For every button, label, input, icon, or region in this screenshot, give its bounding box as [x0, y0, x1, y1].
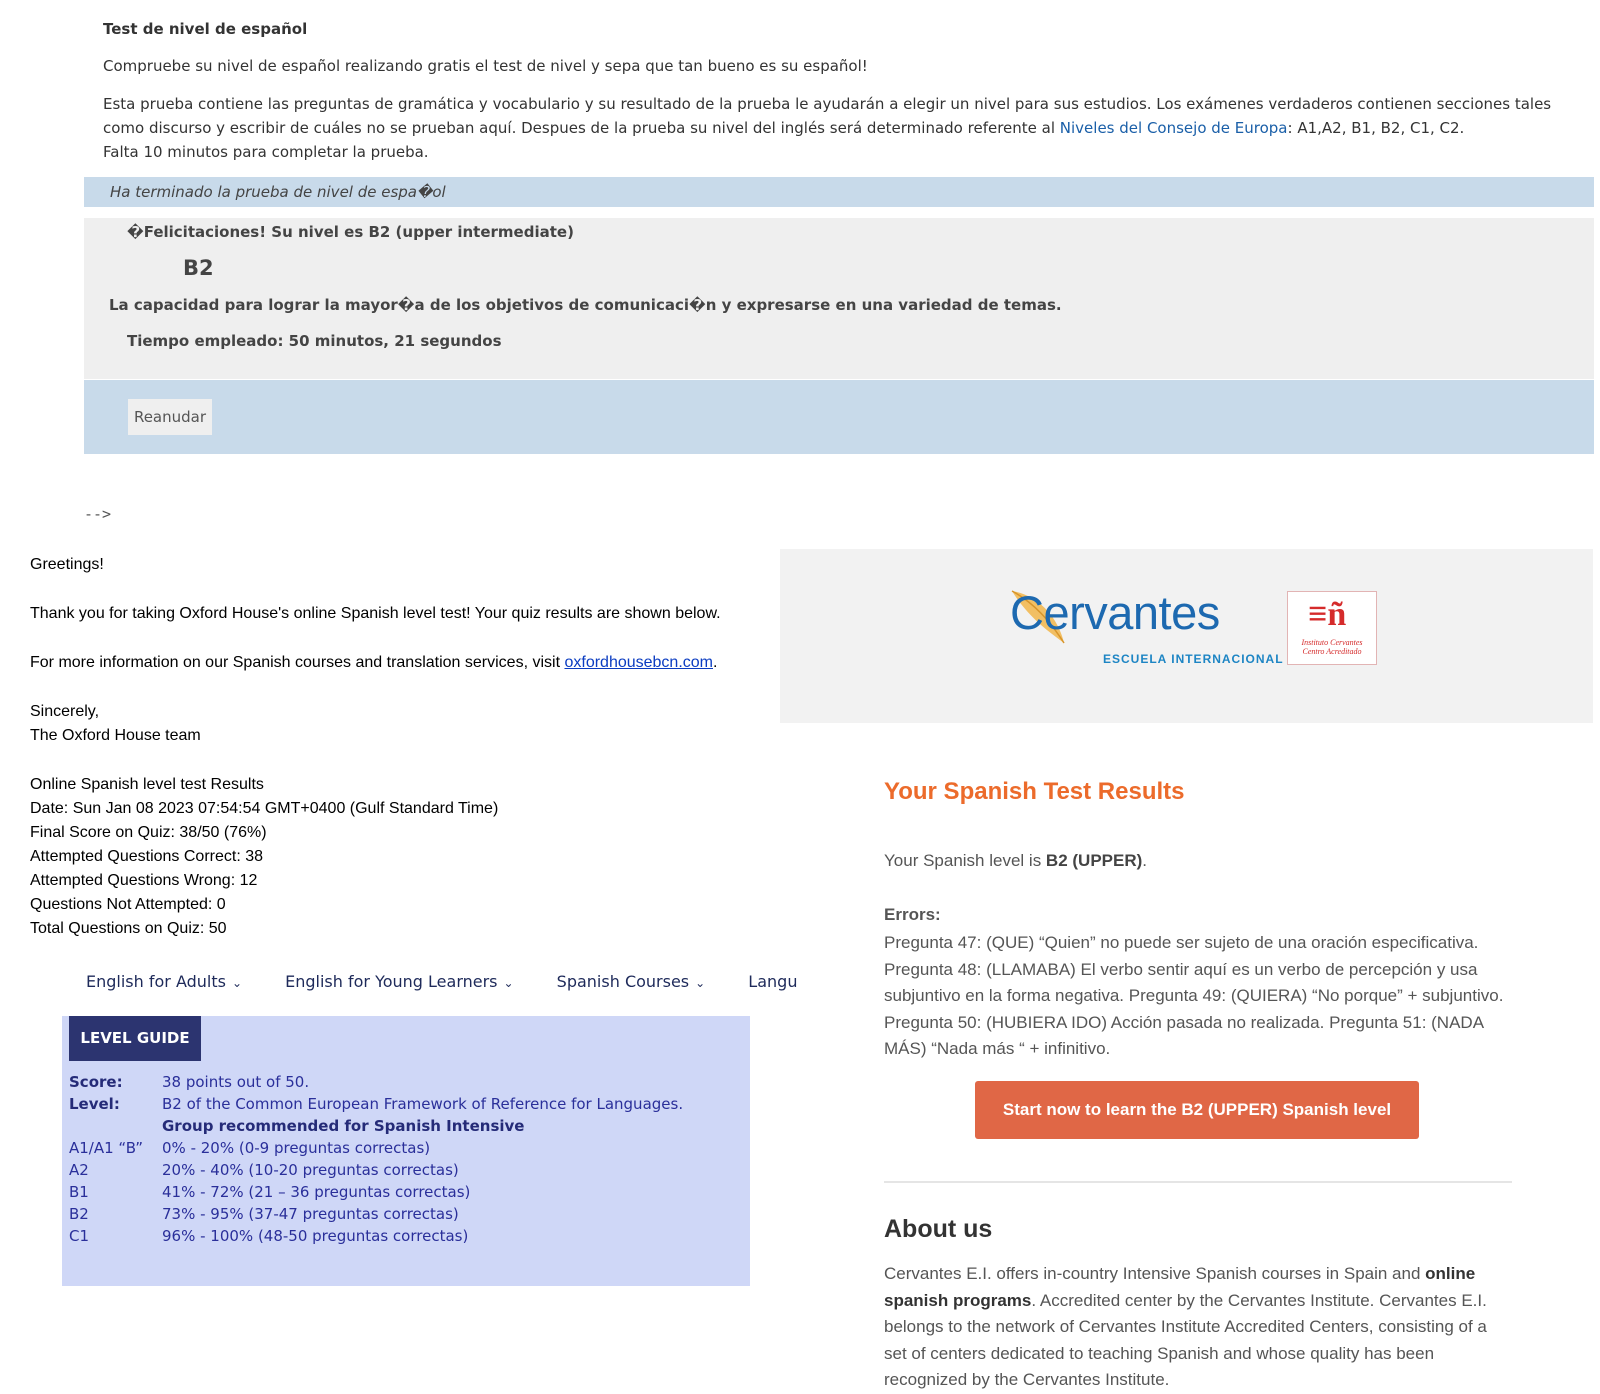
- html-comment-artifact: -->: [84, 505, 112, 523]
- guide-range-level: A2: [69, 1161, 89, 1179]
- guide-range-level: A1/A1 “B”: [69, 1139, 143, 1157]
- about-text-1: Cervantes E.I. offers in-country Intensive Spanish courses in Spain and: [884, 1264, 1426, 1283]
- resume-button[interactable]: Reanudar: [128, 399, 212, 435]
- start-learning-button[interactable]: Start now to learn the B2 (UPPER) Spanish level: [975, 1081, 1419, 1139]
- guide-score-label: Score:: [69, 1073, 123, 1091]
- guide-range-level: B2: [69, 1205, 89, 1223]
- about-text-bold: online spanish programs: [884, 1264, 1476, 1310]
- finished-banner-text: Ha terminado la prueba de nivel de espa�ol: [110, 183, 446, 201]
- results-not-attempted: Questions Not Attempted: 0: [30, 896, 226, 913]
- guide-level-range-row: [69, 1161, 459, 1179]
- guide-level-range-row: [69, 1227, 468, 1245]
- finished-banner: [84, 177, 1594, 207]
- chevron-down-icon: ⌄: [231, 976, 243, 990]
- errors-heading: Errors:: [884, 905, 941, 924]
- level-line-period: .: [1142, 851, 1148, 870]
- about-text-2: . Accredited center by the Cervantes Institute. Cervantes E.I. belongs to the network of Cervantes Institute Accredited Centers, consisting of a set of centers dedicated to teaching Spanish and whose quality has been recognized by the Cervantes Institute.: [884, 1290, 1487, 1389]
- time-limit-text: Falta 10 minutos para completar la prueba.: [103, 143, 429, 161]
- nav-spanish-courses-label: Spanish Courses: [556, 972, 690, 991]
- results-heading: Online Spanish level test Results: [30, 776, 264, 793]
- results-title: Your Spanish Test Results: [884, 778, 1185, 805]
- level-line-value: B2 (UPPER): [1045, 851, 1143, 870]
- guide-range-value: 0% - 20% (0-9 preguntas correctas): [162, 1139, 431, 1157]
- nav-english-adults-label: English for Adults: [86, 972, 226, 991]
- guide-level-value: B2 of the Common European Framework of Reference for Languages.: [162, 1095, 684, 1113]
- congrats-text: �Felicitaciones! Su nivel es B2 (upper intermediate): [127, 223, 574, 241]
- guide-group-recommended: Group recommended for Spanish Intensive: [162, 1117, 525, 1135]
- email-greeting: Greetings!: [30, 556, 104, 573]
- results-final-score: Final Score on Quiz: 38/50 (76%): [30, 824, 267, 841]
- results-date: Date: Sun Jan 08 2023 07:54:54 GMT+0400 (Gulf Standard Time): [30, 800, 499, 817]
- guide-range-value: 73% - 95% (37-47 preguntas correctas): [162, 1205, 459, 1223]
- time-used: Tiempo empleado: 50 minutos, 21 segundos: [127, 332, 502, 350]
- guide-score-row: [69, 1073, 309, 1091]
- chevron-down-icon: ⌄: [503, 976, 514, 990]
- errors-list: Pregunta 47: (QUE) “Quien” no puede ser sujeto de una oración especificativa. Pregunta 48: (LLAMABA) El verbo sentir aquí es un verbo de percepción y usa subjuntivo en la forma negativa. Pregunta 49: (QUIERA) “No porque” + subjuntivo. Pregunta 50: (HUBIERA IDO) Acción pasada no realizada. Pregunta 51: (NADA MÁS) “Nada más “ + infinitivo.: [884, 933, 1504, 1058]
- guide-level-range-row: [69, 1183, 470, 1201]
- email-signature: The Oxford House team: [30, 727, 201, 744]
- test-description: [103, 92, 1553, 164]
- test-description-levels: : A1,A2, B1, B2, C1, C2.: [1287, 119, 1465, 137]
- nav-spanish-courses[interactable]: [557, 972, 706, 991]
- oxford-house-link[interactable]: oxfordhousebcn.com: [564, 654, 713, 671]
- section-divider: [884, 1181, 1512, 1183]
- guide-range-value: 20% - 40% (10-20 preguntas correctas): [162, 1161, 459, 1179]
- more-info-period: .: [713, 654, 718, 671]
- seal-caption: Instituto Cervantes Centro Acreditado: [1301, 638, 1363, 656]
- results-total: Total Questions on Quiz: 50: [30, 920, 227, 937]
- guide-level-row: [69, 1095, 683, 1113]
- about-heading: About us: [884, 1215, 993, 1243]
- level-guide-tab: LEVEL GUIDE: [69, 1016, 201, 1061]
- guide-score-value: 38 points out of 50.: [162, 1073, 310, 1091]
- site-nav: [62, 972, 798, 1006]
- guide-level-label: Level:: [69, 1095, 120, 1113]
- more-info-text: For more information on our Spanish courses and translation services, visit: [30, 654, 565, 671]
- guide-level-range-row: [69, 1139, 430, 1157]
- results-wrong: Attempted Questions Wrong: 12: [30, 872, 258, 889]
- email-sign-off: Sincerely,: [30, 703, 100, 720]
- nav-languages-label: Langu: [748, 972, 798, 991]
- nav-languages[interactable]: [748, 972, 797, 991]
- instituto-cervantes-seal-icon: [1287, 591, 1377, 665]
- test-description-text: Esta prueba contiene las preguntas de gramática y vocabulario y su resultado de la prueba le ayudarán a elegir un nivel para sus estudios. Los exámenes verdaderos contienen secciones tales como discurso y escribir de cuáles no se prueban aquí. Despues de la prueba su nivel del inglés será determinado referente al: [103, 95, 1552, 137]
- level-description: La capacidad para lograr la mayor�a de los objetivos de comunicaci�n y expresarse en una variedad de temas.: [109, 296, 1062, 314]
- level-result: B2: [183, 256, 214, 280]
- guide-range-level: C1: [69, 1227, 90, 1245]
- nav-young-learners-label: English for Young Learners: [285, 972, 498, 991]
- guide-range-value: 96% - 100% (48-50 preguntas correctas): [162, 1227, 469, 1245]
- email-thanks: Thank you for taking Oxford House's online Spanish level test! Your quiz results are shown below.: [30, 605, 721, 622]
- guide-range-level: B1: [69, 1183, 89, 1201]
- cervantes-logo-banner: [780, 549, 1593, 723]
- about-text: [884, 1261, 1514, 1389]
- cefr-levels-link[interactable]: Niveles del Consejo de Europa: [1059, 119, 1288, 137]
- level-guide-panel: [62, 1016, 750, 1286]
- level-line-text: Your Spanish level is: [884, 851, 1046, 870]
- results-correct: Attempted Questions Correct: 38: [30, 848, 263, 865]
- cervantes-logo-text: Cervantes: [1010, 586, 1220, 639]
- guide-range-value: 41% - 72% (21 – 36 preguntas correctas): [162, 1183, 471, 1201]
- test-intro: Compruebe su nivel de español realizando gratis el test de nivel y sepa que tan bueno es su español!: [103, 57, 868, 75]
- guide-level-range-row: [69, 1205, 459, 1223]
- chevron-down-icon: ⌄: [695, 976, 706, 990]
- nav-english-adults[interactable]: [86, 972, 242, 991]
- cervantes-logo-subtitle: ESCUELA INTERNACIONAL: [1103, 652, 1284, 666]
- guide-group-row: [69, 1117, 524, 1135]
- test-title: Test de nivel de español: [103, 20, 308, 38]
- email-more-info: [30, 654, 717, 672]
- spanish-level-line: [884, 851, 1147, 871]
- seal-mark: ≡ñ: [1308, 596, 1347, 633]
- resume-bar: [84, 380, 1594, 454]
- nav-english-young-learners[interactable]: [285, 972, 513, 991]
